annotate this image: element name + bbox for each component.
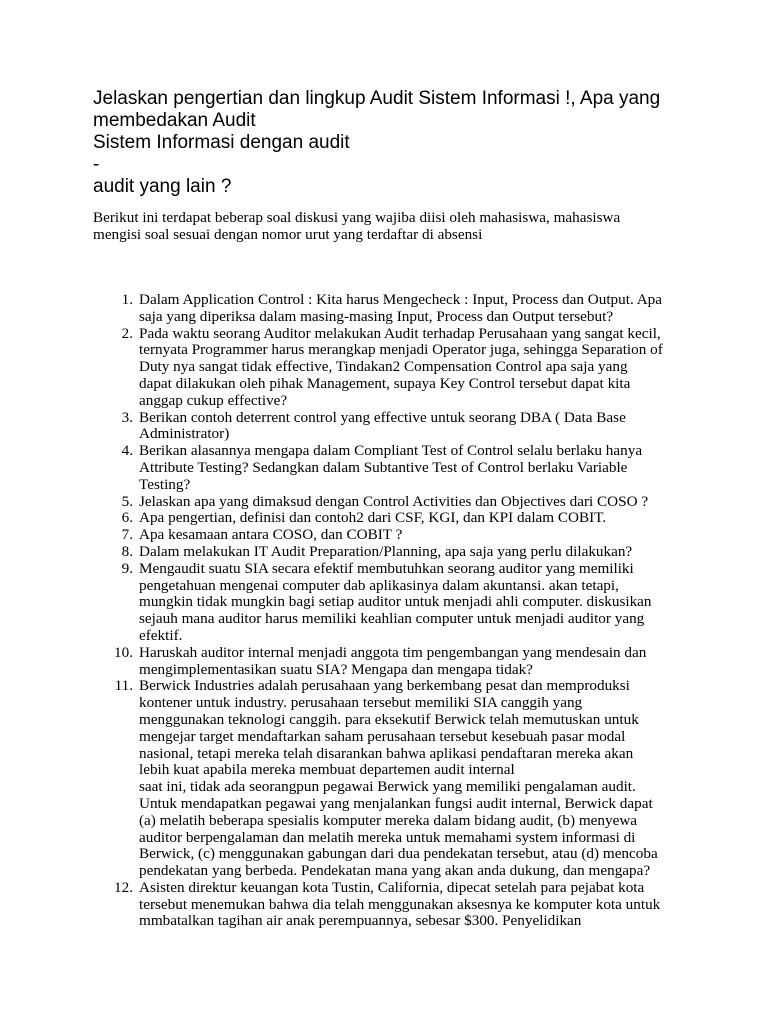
question-text-line: mengimplementasikan suatu SIA? Mengapa dan mengapa tidak? <box>139 660 533 678</box>
question-number: 5. <box>121 492 133 510</box>
question-text-line: Attribute Testing? Sedangkan dalam Subtantive Test of Control berlaku Variable <box>139 458 628 476</box>
question-item <box>100 561 680 645</box>
question-text-line: saat ini, tidak ada seorangpun pegawai Berwick yang memiliki pengalaman audit. <box>139 778 636 796</box>
question-text-line: menggunakan teknologi canggih. para eksekutif Berwick telah memutuskan untuk <box>139 710 639 728</box>
question-item <box>100 292 680 326</box>
question-text-line: Dalam Application Control : Kita harus Mengecheck : Input, Process dan Output. Apa <box>139 291 663 308</box>
question-item <box>100 544 680 561</box>
question-item <box>100 527 680 544</box>
question-text-line: Untuk mendapatkan pegawai yang menjalankan fungsi audit internal, Berwick dapat <box>139 794 653 812</box>
question-text-line: Testing? <box>139 475 191 493</box>
heading-line: Jelaskan pengertian dan lingkup Audit Sistem Informasi !, Apa yang <box>93 88 661 109</box>
question-text-line: Administrator) <box>139 425 230 443</box>
question-text-line: auditor berpengalaman dan melatih mereka untuk memahami system informasi di <box>139 828 636 846</box>
question-text-line: Duty nya sangat tidak effective, Tindakan2 Compensation Control apa saja yang <box>139 358 628 376</box>
question-text-line: Haruskah auditor internal menjadi anggota tim pengembangan yang mendesain dan <box>139 643 647 661</box>
question-item <box>100 880 680 930</box>
question-text-line: nasional, tetapi mereka telah disarankan bahwa aplikasi pendaftaran mereka akan <box>139 744 634 762</box>
question-number: 6. <box>121 509 133 527</box>
question-text-line: kontener untuk industry. perusahaan tersebut memiliki SIA canggih yang <box>139 694 583 712</box>
question-text-line: efektif. <box>139 626 183 644</box>
question-item <box>100 494 680 511</box>
heading-line: membedakan Audit <box>93 110 256 131</box>
question-text-line: Apa pengertian, definisi dan contoh2 dari CSF, KGI, dan KPI dalam COBIT. <box>139 509 607 527</box>
question-number: 1. <box>121 291 133 308</box>
question-text-line: Jelaskan apa yang dimaksud dengan Control Activities dan Objectives dari COSO ? <box>139 492 649 510</box>
question-number: 3. <box>121 408 133 426</box>
question-number: 8. <box>121 542 133 560</box>
question-text-line: anggap cukup effective? <box>139 391 288 409</box>
question-item <box>100 326 680 410</box>
question-text-line: mmbatalkan tagihan air anak perempuannya, sebesar $300. Penyelidikan <box>139 912 582 930</box>
question-text-line: lebih kuat apabila mereka membuat departemen audit internal <box>139 761 515 779</box>
question-item <box>100 645 680 679</box>
question-number: 12. <box>114 878 133 896</box>
document-heading <box>93 88 693 198</box>
heading-line: Sistem Informasi dengan audit <box>93 132 350 153</box>
question-text-line: Berikan alasannya mengapa dalam Compliant Test of Control selalu berlaku hanya <box>139 442 643 460</box>
question-item <box>100 443 680 493</box>
question-number: 9. <box>121 559 133 577</box>
question-text-line: mungkin tidak mungkin bagi setiap auditor untuk menjadi ahli computer. diskusikan <box>139 593 652 611</box>
heading-line: audit yang lain ? <box>93 176 232 197</box>
question-text-line: tersebut menemukan bahwa dia telah menggunakan aksesnya ke komputer kota untuk <box>139 895 661 913</box>
question-text-line: ternyata Programmer harus merangkap menjadi Operator juga, sehingga Separation of <box>139 341 663 359</box>
question-text-line: (a) melatih beberapa spesialis komputer mereka dalam bidang audit, (b) menyewa <box>139 811 638 829</box>
question-text-line: Pada waktu seorang Auditor melakukan Audit terhadap Perusahaan yang sangat kecil, <box>139 324 661 342</box>
question-text-line: pendekatan yang berbeda. Pendekatan mana yang akan anda dukung, dan mengapa? <box>139 862 651 880</box>
question-text-line: mengejar target mendaftarkan saham perusahaan tersebut kesebuah pasar modal <box>139 727 626 745</box>
question-text-line: dapat dilakukan oleh pihak Management, supaya Key Control tersebut dapat kita <box>139 374 631 392</box>
question-text-line: Apa kesamaan antara COSO, dan COBIT ? <box>139 526 403 544</box>
question-number: 7. <box>121 526 133 544</box>
question-text-line: Asisten direktur keuangan kota Tustin, California, dipecat setelah para pejabat kota <box>139 878 645 896</box>
heading-line: - <box>93 154 100 175</box>
question-number: 2. <box>121 324 133 342</box>
question-text-line: sejauh mana auditor harus memiliki keahlian computer untuk menjadi auditor yang <box>139 610 645 628</box>
question-text-line: saja yang diperiksa dalam masing-masing Input, Process dan Output tersebut? <box>139 307 614 325</box>
question-item <box>100 678 680 880</box>
question-number: 11. <box>114 677 133 695</box>
question-text-line: Berwick Industries adalah perusahaan yang berkembang pesat dan memproduksi <box>139 677 630 695</box>
question-text-line: Berikan contoh deterrent control yang effective untuk seorang DBA ( Data Base <box>139 408 626 426</box>
intro-paragraph <box>93 209 693 243</box>
question-item <box>100 510 680 527</box>
question-list <box>100 292 680 930</box>
intro-line: Berikut ini terdapat beberap soal diskusi yang wajiba diisi oleh mahasiswa, mahasiswa <box>93 209 621 226</box>
question-number: 4. <box>121 442 133 460</box>
question-item <box>100 410 680 444</box>
question-text-line: Mengaudit suatu SIA secara efektif membutuhkan seorang auditor yang memiliki <box>139 559 634 577</box>
question-text-line: pengetahuan mengenai computer dab aplikasinya dalam akuntansi. akan tetapi, <box>139 576 619 594</box>
question-text-line: Dalam melakukan IT Audit Preparation/Planning, apa saja yang perlu dilakukan? <box>139 542 633 560</box>
question-text-line: Berwick, (c) menggunakan gabungan dari dua pendekatan tersebut, atau (d) mencoba <box>139 845 658 863</box>
intro-line: mengisi soal sesuai dengan nomor urut yang terdaftar di absensi <box>93 226 483 243</box>
question-number: 10. <box>114 643 133 661</box>
